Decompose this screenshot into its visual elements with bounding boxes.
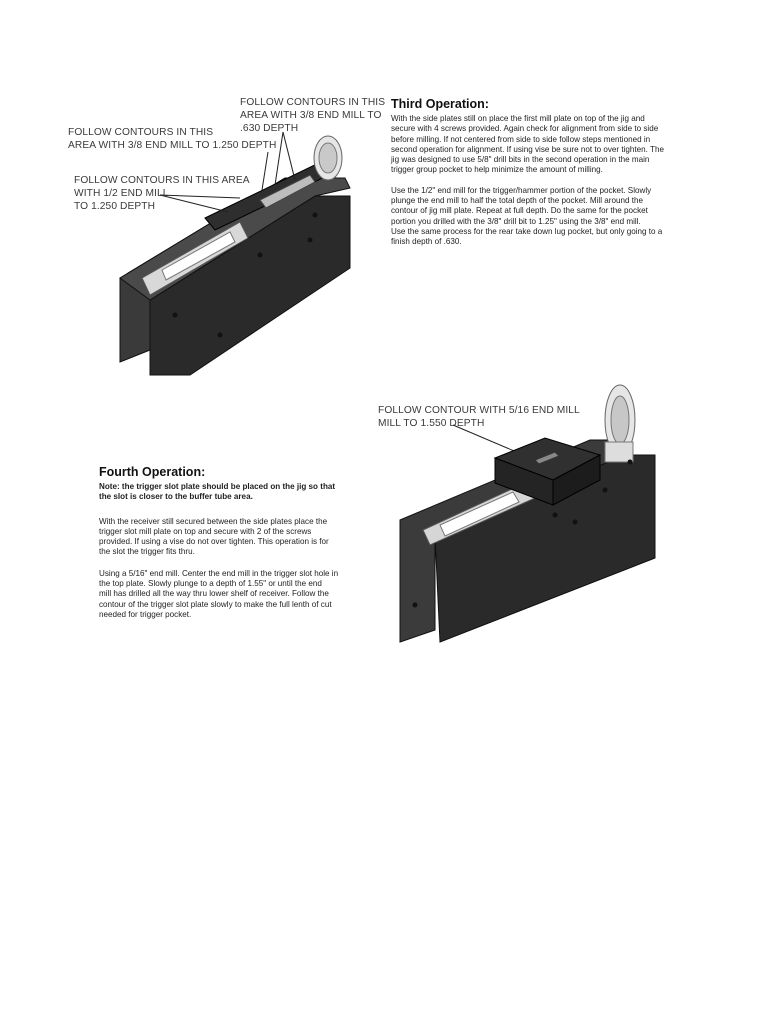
text-line: provided. If using a vise do not over tighten. This operation is for: [99, 537, 329, 547]
text-line: With the side plates still on place the first mill plate on top of the jig and: [391, 114, 645, 123]
text-line: trigger group pocket to help minimize the amount of milling.: [391, 165, 603, 175]
callout-line: FOLLOW CONTOURS IN THIS AREA: [74, 175, 250, 186]
text-line: Use the 1/2" end mill for the trigger/hammer portion of the pocket. Slowly: [391, 185, 652, 195]
text-line: contour of jig mill plate. Repeat at full depth. Do the same for the pocket: [391, 206, 648, 216]
text-line: Using a 5/16" end mill. Center the end mill in the trigger slot hole in: [99, 568, 339, 578]
text-line: before milling. If not centered from side to side follow steps mentioned in: [391, 134, 651, 144]
fourth-operation-heading: Fourth Operation:: [99, 465, 206, 479]
text-line: plunge the end mill to half the total depth of the pocket. Mill around the: [391, 196, 643, 206]
text-line: With the receiver still secured between the side plates place the: [99, 516, 328, 526]
text-line: the slot the trigger fits thru.: [99, 547, 195, 557]
text-line: portion you drilled with the 3/8" drill bit to 1.25" using the 3/8" end mill.: [391, 216, 641, 226]
callout-line: FOLLOW CONTOURS IN THIS: [240, 97, 386, 108]
third-operation-heading: Third Operation:: [391, 97, 489, 111]
text-line: finish depth of .630.: [391, 237, 462, 247]
note-line: Note: the trigger slot plate should be placed on the jig so that: [99, 482, 336, 491]
text-line: trigger slot mill plate on top and secure with 2 of the screws: [99, 526, 312, 536]
callout-line: WITH 1/2 END MILL: [74, 188, 169, 199]
text-line: needed for trigger pocket.: [99, 609, 192, 619]
fourth-operation-jig-illustration: [395, 380, 665, 645]
callout-line: FOLLOW CONTOUR WITH 5/16 END MILL: [378, 405, 580, 416]
third-operation-body: [391, 114, 664, 248]
text-line: Use the same process for the rear take down lug pocket, but only going to a: [391, 226, 663, 236]
fourth-operation-body: [99, 482, 338, 620]
text-line: second operation for alignment. If using vise be sure not to over tighten. The: [391, 144, 664, 154]
callout-line: AREA WITH 3/8 END MILL TO: [240, 110, 382, 121]
callout-line: MILL TO 1.550 DEPTH: [378, 418, 485, 429]
text-line: contour of the trigger slot plate slowly to make the full lenth of cut: [99, 599, 332, 609]
callout-middle-left: [68, 126, 276, 152]
note-line: the slot is closer to the buffer tube area.: [99, 492, 253, 502]
text-line: the top plate. Slowly plunge to a depth of 1.55" or until the end: [99, 579, 322, 589]
callout-line: FOLLOW CONTOURS IN THIS: [68, 127, 214, 138]
callout-line: AREA WITH 3/8 END MILL TO 1.250 DEPTH: [68, 140, 277, 151]
callout-line: TO 1.250 DEPTH: [74, 201, 156, 212]
callout-line: .630 DEPTH: [240, 123, 299, 134]
text-line: mill has drilled all the way thru lower shelf of receiver. Follow the: [99, 589, 329, 599]
callout-lower-left: [74, 174, 250, 213]
text-line: secure with 4 screws provided. Again check for alignment from side to side: [391, 124, 659, 134]
text-line: jig was designed to use 5/8" drill bits in the second operation in the main: [391, 155, 650, 165]
